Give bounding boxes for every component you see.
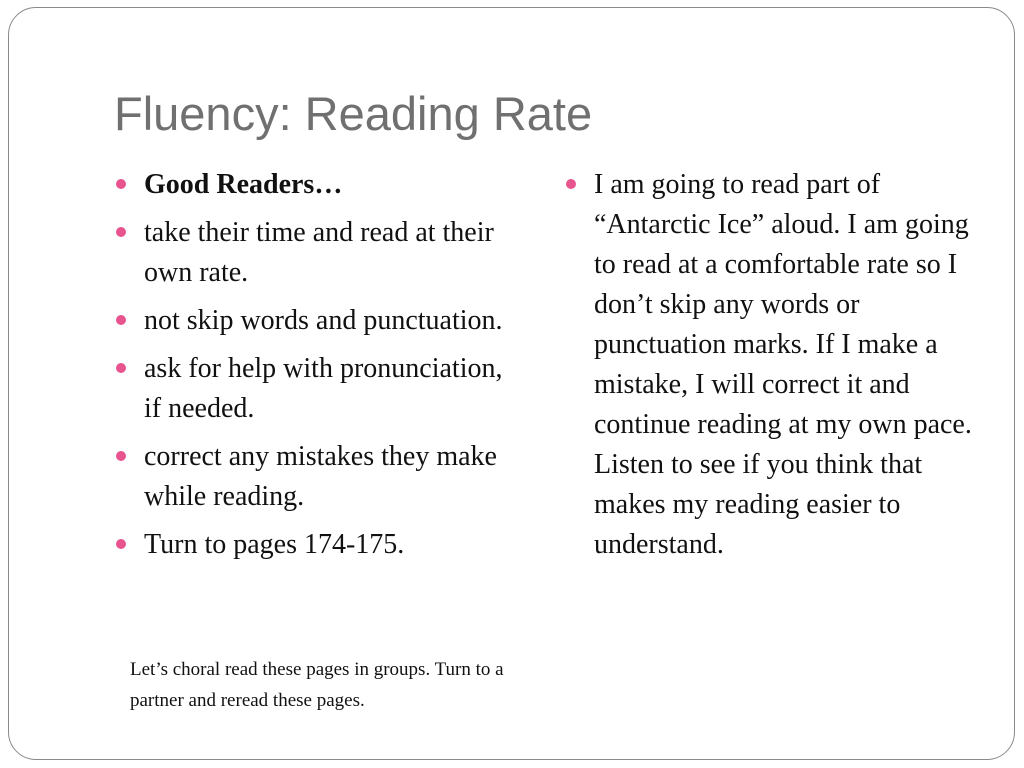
list-item (116, 349, 516, 429)
list-item (116, 525, 516, 565)
bullet-text: take their time and read at their own rate. (144, 217, 494, 288)
list-item (116, 213, 516, 293)
bullet-dot-icon (116, 227, 126, 237)
slide-title: Fluency: Reading Rate (114, 87, 593, 140)
bullet-dot-icon (116, 315, 126, 325)
bullet-dot-icon (566, 179, 576, 189)
bullet-dot-icon (116, 363, 126, 373)
bullet-text: I am going to read part of “Antarctic Ice” aloud. I am going to read at a comfortable rate so I don’t skip any words or punctuation marks. If I make a mistake, I will correct it and continue reading at my own pace. Listen to see if you think that makes my reading easier to understand. (594, 169, 972, 560)
bullet-dot-icon (116, 539, 126, 549)
list-item (566, 165, 986, 565)
list-item (116, 437, 516, 517)
bullet-dot-icon (116, 451, 126, 461)
list-item (116, 301, 516, 341)
bullet-text: not skip words and punctuation. (144, 305, 503, 336)
bullet-text: Turn to pages 174-175. (144, 529, 405, 560)
slide-note: Let’s choral read these pages in groups. Turn to a partner and reread these pages. (130, 659, 504, 711)
bullet-text: correct any mistakes they make while reading. (144, 441, 497, 512)
left-bullet-list (116, 165, 516, 573)
right-bullet-list (566, 165, 986, 573)
list-item (116, 165, 516, 205)
bullet-text: ask for help with pronunciation, if needed. (144, 353, 503, 424)
bullet-dot-icon (116, 179, 126, 189)
bullet-text: Good Readers… (144, 169, 343, 200)
